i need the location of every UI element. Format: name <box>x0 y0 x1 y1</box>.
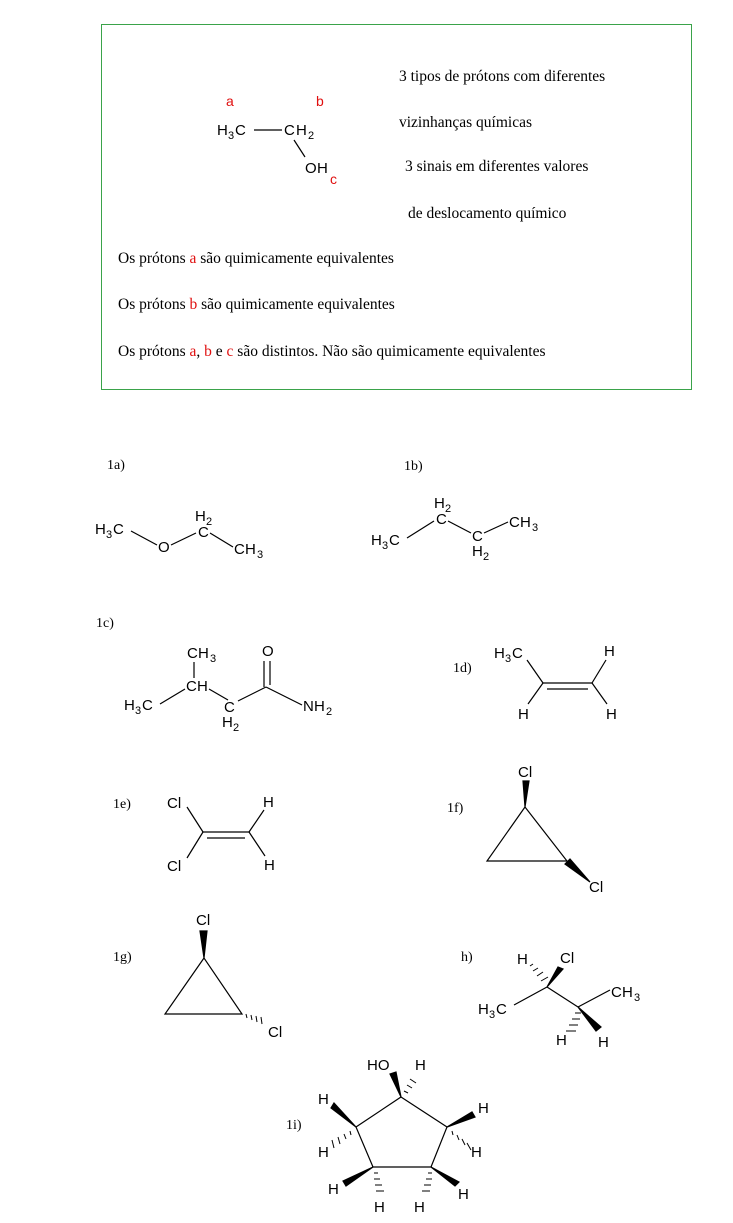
atom-h: H <box>606 706 617 723</box>
question-label-1c: 1c) <box>96 616 114 631</box>
atom-cl: Cl <box>167 858 182 875</box>
question-label-1e: 1e) <box>113 797 131 812</box>
label-c: c <box>330 171 337 187</box>
atom-h: H <box>245 541 256 558</box>
atom-h: H <box>296 122 307 139</box>
atom-cl: Cl <box>167 795 182 812</box>
question-label-1h: h) <box>461 950 473 965</box>
sub-3: 3 <box>532 522 539 534</box>
atom-h: H <box>317 160 328 177</box>
atom-h: H <box>415 1057 426 1074</box>
molecule-1d <box>494 643 617 723</box>
atom-c: C <box>512 645 523 662</box>
atom-h: H <box>494 645 505 662</box>
sub-3: 3 <box>257 549 264 561</box>
molecule-1a <box>95 508 263 561</box>
question-label-1i: 1i) <box>286 1118 302 1133</box>
atom-h: H <box>518 706 529 723</box>
atom-c: C <box>389 532 400 549</box>
atom-h: H <box>374 1199 385 1216</box>
sub-3: 3 <box>634 992 641 1004</box>
atom-h: H <box>318 1091 329 1108</box>
atom-c: C <box>284 122 295 139</box>
sub-3: 3 <box>382 540 389 552</box>
sub-3: 3 <box>135 705 142 717</box>
atom-h: H <box>520 514 531 531</box>
atom-n: N <box>303 698 314 715</box>
molecule-1h <box>478 950 640 1051</box>
statement-a: Os prótons a são quimicamente equivalentes <box>118 250 394 267</box>
text-line-2: vizinhanças químicas <box>399 114 532 131</box>
atom-cl: Cl <box>560 950 575 967</box>
sub-3: 3 <box>489 1009 496 1021</box>
molecule-1b <box>371 495 538 563</box>
atom-h: H <box>314 698 325 715</box>
sub-2: 2 <box>483 551 490 563</box>
atom-h: H <box>556 1032 567 1049</box>
atom-h: H <box>328 1181 339 1198</box>
atom-o: O <box>262 643 274 660</box>
atom-h: H <box>478 1100 489 1117</box>
atom-o: O <box>305 160 317 177</box>
sub-3: 3 <box>228 130 235 142</box>
atom-c: C <box>496 1001 507 1018</box>
question-label-1f: 1f) <box>447 801 464 816</box>
molecule-1c <box>124 643 332 734</box>
atom-c: C <box>611 984 622 1001</box>
atom-h: H <box>217 122 228 139</box>
atom-c: C <box>198 524 209 541</box>
atom-h: H <box>222 714 233 731</box>
atom-c: C <box>436 511 447 528</box>
atom-cl: Cl <box>518 764 533 781</box>
sub-3: 3 <box>106 529 113 541</box>
sub-3: 3 <box>505 653 512 665</box>
atom-c: C <box>187 645 198 662</box>
atom-c: C <box>186 678 197 695</box>
atom-o: O <box>158 539 170 556</box>
atom-cl: Cl <box>196 912 211 929</box>
atom-cl: Cl <box>268 1024 283 1041</box>
sub-2: 2 <box>206 516 213 528</box>
atom-h: H <box>471 1144 482 1161</box>
atom-h: H <box>472 543 483 560</box>
atom-ho: HO <box>367 1057 390 1074</box>
atom-h: H <box>264 857 275 874</box>
atom-c: C <box>142 697 153 714</box>
label-b: b <box>316 93 324 109</box>
atom-h: H <box>318 1144 329 1161</box>
statement-b: Os prótons b são quimicamente equivalentes <box>118 296 395 313</box>
atom-h: H <box>598 1034 609 1051</box>
atom-h: H <box>263 794 274 811</box>
atom-h: H <box>434 495 445 512</box>
atom-h: H <box>458 1186 469 1203</box>
atom-c: C <box>235 122 246 139</box>
question-label-1d: 1d) <box>453 661 472 676</box>
molecule-1i <box>318 1057 489 1216</box>
atom-h: H <box>124 697 135 714</box>
sub-2: 2 <box>445 503 452 515</box>
atom-h: H <box>195 508 206 525</box>
molecule-1f <box>487 764 603 896</box>
atom-h: H <box>197 678 208 695</box>
atom-h: H <box>371 532 382 549</box>
molecule-1g <box>165 912 282 1041</box>
label-a: a <box>226 93 234 109</box>
atom-c: C <box>509 514 520 531</box>
atom-c: C <box>472 528 483 545</box>
text-line-3: 3 sinais em diferentes valores <box>405 158 589 175</box>
sub-2: 2 <box>233 722 240 734</box>
atom-h: H <box>604 643 615 660</box>
atom-h: H <box>198 645 209 662</box>
sub-2: 2 <box>326 706 333 718</box>
statement-c: Os prótons a, b e c são distintos. Não são quimicamente equivalentes <box>118 343 546 360</box>
atom-c: C <box>224 699 235 716</box>
atom-h: H <box>95 521 106 538</box>
atom-c: C <box>234 541 245 558</box>
text-line-4: de deslocamento químico <box>408 205 567 222</box>
atom-h: H <box>478 1001 489 1018</box>
question-label-1g: 1g) <box>113 950 132 965</box>
atom-h: H <box>414 1199 425 1216</box>
sub-2: 2 <box>308 130 315 142</box>
sub-3: 3 <box>210 653 217 665</box>
text-line-1: 3 tipos de prótons com diferentes <box>399 68 606 85</box>
atom-cl: Cl <box>589 879 604 896</box>
atom-h: H <box>517 951 528 968</box>
atom-c: C <box>113 521 124 538</box>
question-label-1b: 1b) <box>404 459 423 474</box>
molecule-1e <box>167 794 275 875</box>
question-label-1a: 1a) <box>107 458 125 473</box>
atom-h: H <box>622 984 633 1001</box>
